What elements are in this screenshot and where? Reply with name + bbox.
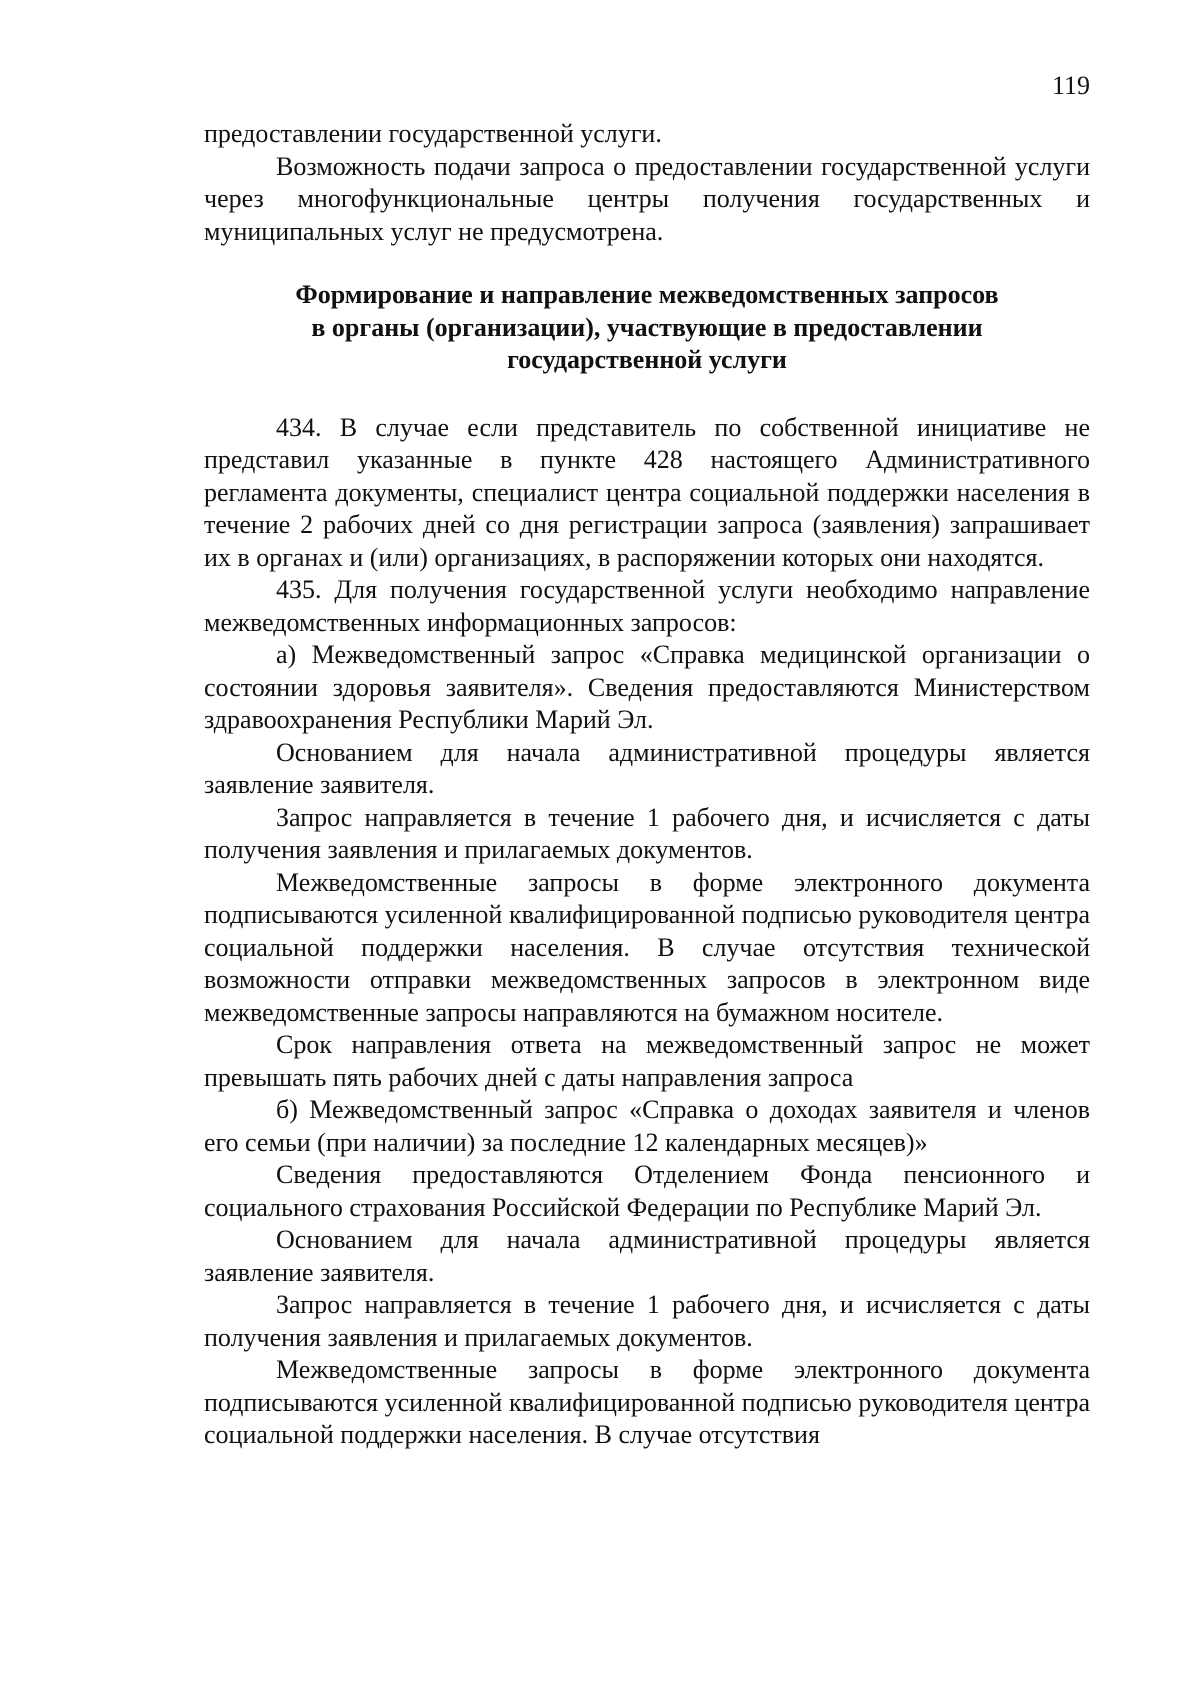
paragraph: Основанием для начала административной процедуры является заявление заявителя. bbox=[204, 1225, 1090, 1287]
paragraph: Основанием для начала административной процедуры является заявление заявителя. bbox=[204, 737, 1090, 799]
heading-line: в органы (организации), участвующие в предоставлении bbox=[311, 312, 983, 342]
paragraphs-after-heading bbox=[204, 412, 1090, 1452]
paragraph-434: 434. В случае если представитель по собственной инициативе не представил указанные в пункте 428 настоящего Административного регламента документы, специалист центра социальной поддержки населения в течение 2 рабочих дней со дня регистрации запроса (заявления) запрашивает их в органах и (или) организациях, в распоряжении которых они находятся. bbox=[204, 412, 1090, 572]
heading-line: государственной услуги bbox=[507, 345, 787, 374]
paragraphs-before-heading bbox=[204, 118, 1090, 248]
paragraph-item-a: а) Межведомственный запрос «Справка медицинской организации о состоянии здоровья заявителя». Сведения предоставляются Министерством здравоохранения Республики Марий Эл. bbox=[204, 640, 1090, 734]
heading-line: Формирование и направление межведомственных запросов bbox=[295, 280, 999, 309]
section-heading bbox=[204, 279, 1090, 377]
paragraph-continuation: предоставлении государственной услуги. bbox=[204, 119, 662, 148]
paragraph-435: 435. Для получения государственной услуги необходимо направление межведомственных информационных запросов: bbox=[204, 575, 1090, 637]
document-body bbox=[204, 118, 1090, 1452]
paragraph: Запрос направляется в течение 1 рабочего дня, и исчисляется с даты получения заявления и прилагаемых документов. bbox=[204, 802, 1090, 864]
paragraph-item-b: б) Межведомственный запрос «Справка о доходах заявителя и членов его семьи (при наличии) за последние 12 календарных месяцев)» bbox=[204, 1095, 1090, 1157]
page-number: 119 bbox=[1051, 71, 1090, 100]
paragraph: Межведомственные запросы в форме электронного документа подписываются усиленной квалифицированной подписью руководителя центра социальной поддержки населения. В случае отсутствия bbox=[204, 1355, 1090, 1449]
paragraph: Запрос направляется в течение 1 рабочего дня, и исчисляется с даты получения заявления и прилагаемых документов. bbox=[204, 1290, 1090, 1352]
paragraph: Возможность подачи запроса о предоставлении государственной услуги через многофункциональные центры получения государственных и муниципальных услуг не предусмотрена. bbox=[204, 151, 1090, 246]
paragraph: Межведомственные запросы в форме электронного документа подписываются усиленной квалифицированной подписью руководителя центра социальной поддержки населения. В случае отсутствия технической возможности отправки межведомственных запросов в электронном виде межведомственные запросы направляются на бумажном носителе. bbox=[204, 867, 1090, 1027]
paragraph: Срок направления ответа на межведомственный запрос не может превышать пять рабочих дней с даты направления запроса bbox=[204, 1030, 1090, 1092]
paragraph: Сведения предоставляются Отделением Фонда пенсионного и социального страхования Российской Федерации по Республике Марий Эл. bbox=[204, 1160, 1090, 1222]
